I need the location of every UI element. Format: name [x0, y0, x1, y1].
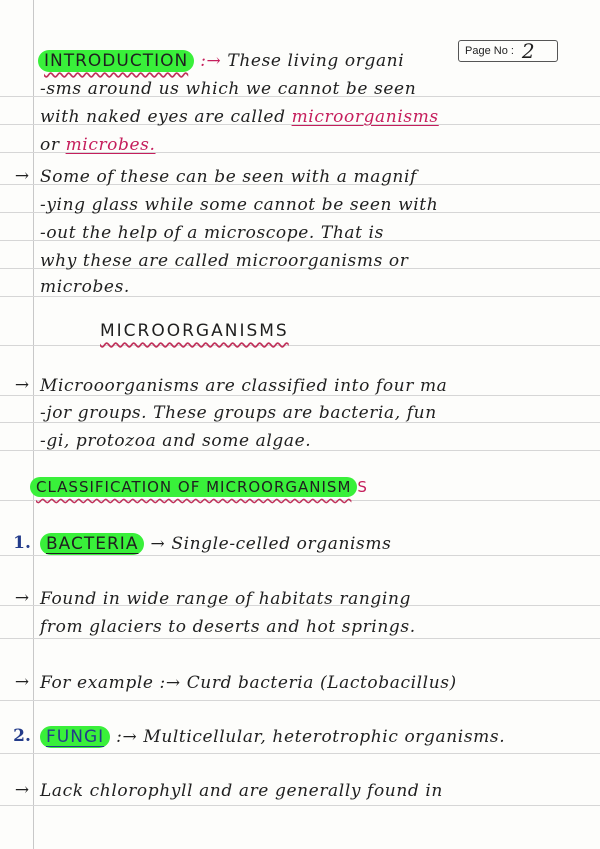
intro-line-4 — [40, 134, 588, 156]
classification-heading: CLASSIFICATION OF MICROORGANISM — [30, 477, 357, 497]
fungi-heading: FUNGI — [40, 726, 110, 748]
ruled-line — [0, 500, 600, 501]
intro-line-3 — [40, 106, 588, 128]
bacteria-heading-line — [40, 533, 588, 555]
bacteria-heading: BACTERIA — [40, 533, 144, 555]
bacteria-point-1-line-2: from glaciers to deserts and hot springs. — [40, 617, 416, 637]
bullet-arrow: → — [14, 588, 30, 608]
ruled-line — [0, 555, 600, 556]
intro-heading: INTRODUCTION — [38, 50, 194, 72]
ruled-line — [0, 753, 600, 754]
intro-text-4a: or — [40, 135, 60, 155]
bullet-arrow: → — [14, 375, 30, 395]
fungi-point-1-line-1: Lack chlorophyll and are generally found in — [40, 781, 443, 801]
intro-point-line-3: -out the help of a microscope. That is — [40, 223, 384, 243]
micro-line-3: -gi, protozoa and some algae. — [40, 431, 312, 451]
bacteria-point-2-line-1: For example :→ Curd bacteria (Lactobacillus) — [40, 673, 457, 693]
intro-line-1 — [38, 50, 588, 72]
micro-heading: MICROORGANISMS — [100, 321, 289, 341]
intro-line-2: -sms around us which we cannot be seen — [40, 79, 417, 99]
bullet-arrow: → — [14, 672, 30, 692]
page-number: 2 — [521, 39, 535, 63]
fungi-number: 2. — [13, 726, 31, 746]
bacteria-point-1-line-1: Found in wide range of habitats ranging — [40, 589, 411, 609]
intro-point-line-1: Some of these can be seen with a magnif — [40, 167, 417, 187]
ruled-line — [0, 345, 600, 346]
ruled-line — [0, 700, 600, 701]
micro-heading-line — [100, 320, 588, 342]
intro-point-line-5: microbes. — [40, 277, 130, 297]
classification-heading-tail: S — [357, 478, 368, 496]
intro-term-microorganisms: microorganisms — [291, 107, 439, 127]
fungi-heading-line — [40, 726, 588, 748]
micro-line-2: -jor groups. These groups are bacteria, fun — [40, 403, 437, 423]
intro-text-3a: with naked eyes are called — [40, 107, 286, 127]
intro-point-line-2: -ying glass while some cannot be seen with — [40, 195, 439, 215]
page-number-label: Page No : — [465, 45, 514, 57]
intro-term-microbes: microbes. — [65, 135, 156, 155]
margin-line — [33, 0, 34, 849]
ruled-line — [0, 638, 600, 639]
intro-text-1: These living organi — [227, 51, 405, 71]
bullet-arrow: → — [14, 780, 30, 800]
intro-point-line-4: why these are called microorganisms or — [40, 251, 409, 271]
intro-arrow: :→ — [200, 51, 222, 71]
bacteria-desc: → Single-celled organisms — [150, 534, 392, 554]
micro-line-1: Microoorganisms are classified into four ma — [40, 376, 448, 396]
fungi-desc: :→ Multicellular, heterotrophic organisms. — [116, 727, 506, 747]
bullet-arrow: → — [14, 166, 30, 186]
ruled-line — [0, 805, 600, 806]
classification-heading-line — [30, 476, 588, 498]
bacteria-number: 1. — [13, 533, 31, 553]
